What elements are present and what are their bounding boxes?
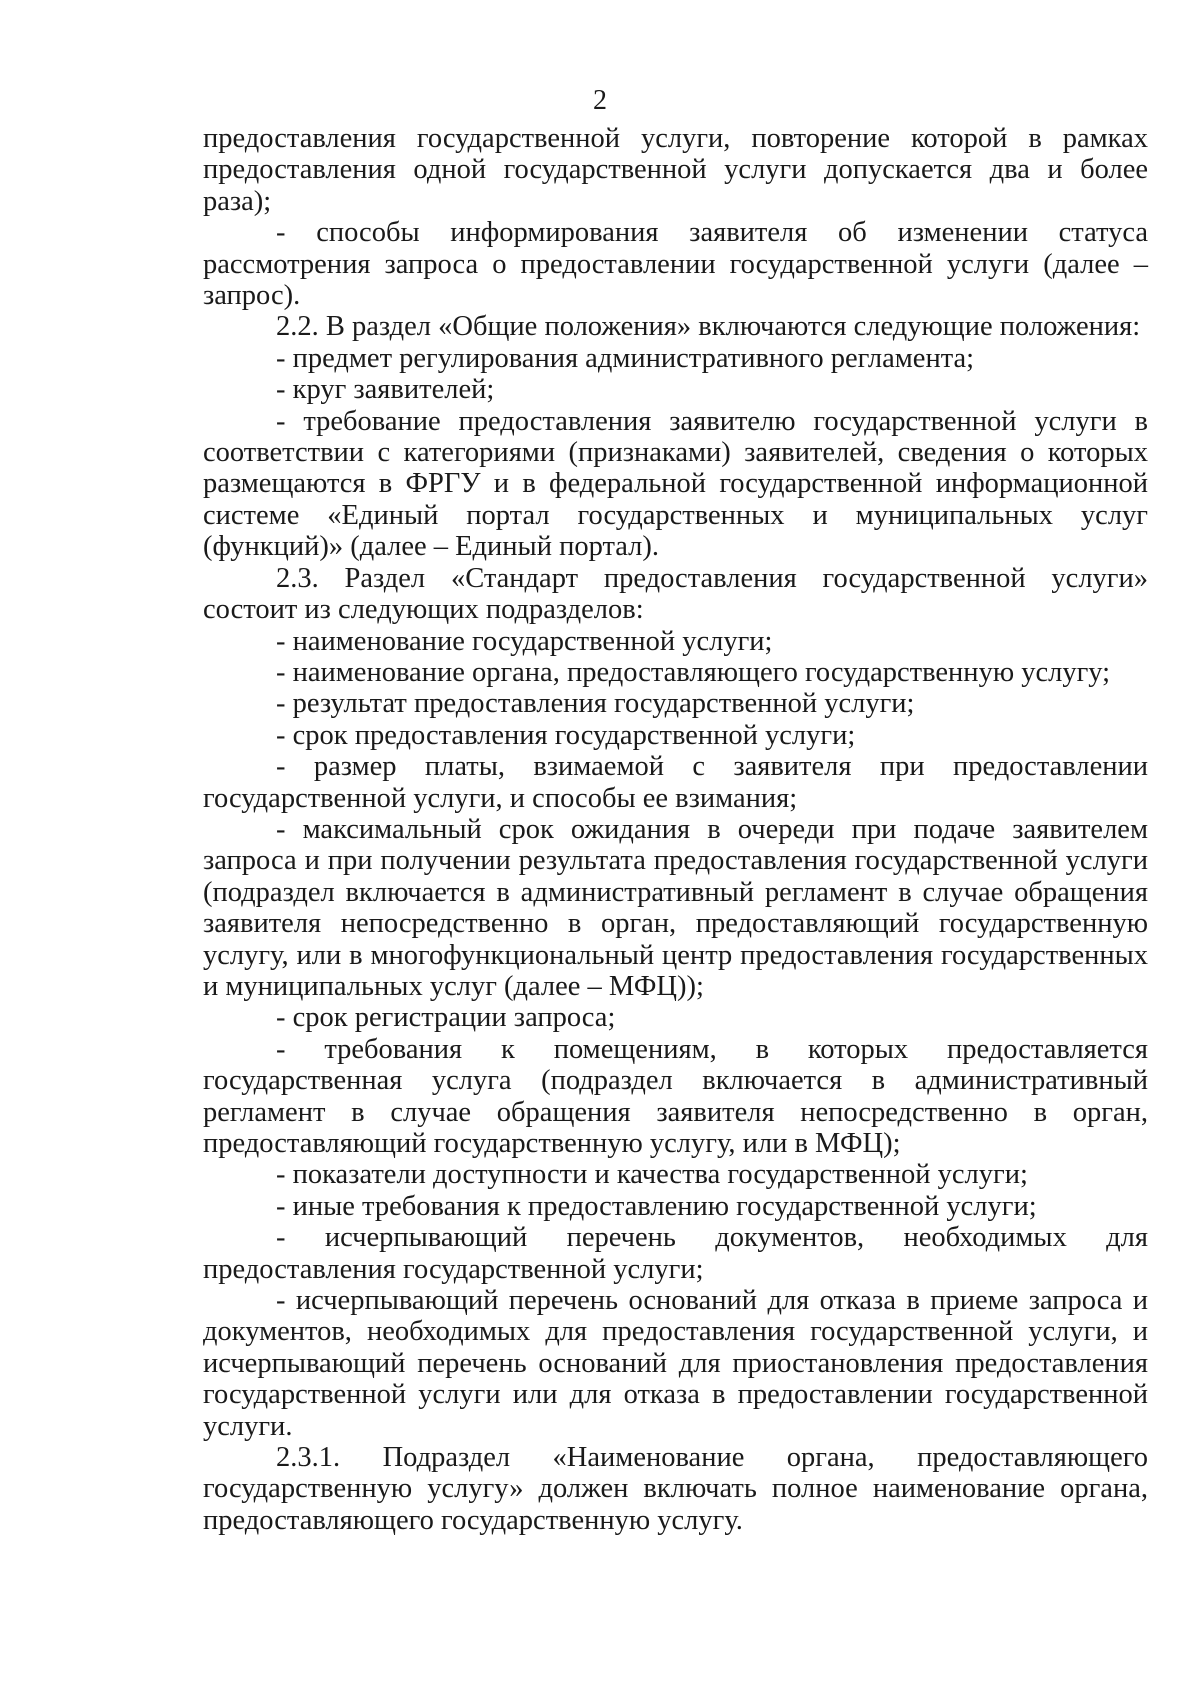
paragraph: предоставления государственной услуги, повторение которой в рамках предоставления одной государственной услуги допускается два и более раза);	[203, 123, 1148, 217]
document-body	[203, 123, 1148, 1536]
paragraph: 2.3.1. Подраздел «Наименование органа, предоставляющего государственную услугу» должен включать полное наименование органа, предоставляющего государственную услугу.	[203, 1442, 1148, 1536]
paragraph: 2.2. В раздел «Общие положения» включаются следующие положения:	[276, 311, 1141, 343]
list-item: - результат предоставления государственной услуги;	[276, 688, 915, 720]
list-item: - размер платы, взимаемой с заявителя при предоставлении государственной услуги, и способы ее взимания;	[203, 751, 1148, 814]
list-item: - требование предоставления заявителю государственной услуги в соответствии с категориями (признаками) заявителей, сведения о которых размещаются в ФРГУ и в федеральной государственной информационной системе «Единый портал государственных и муниципальных услуг (функций)» (далее – Единый портал).	[203, 405, 1148, 563]
list-item: - срок предоставления государственной услуги;	[276, 719, 856, 751]
paragraph: 2.3. Раздел «Стандарт предоставления государственной услуги» состоит из следующих подразделов:	[203, 562, 1148, 626]
list-item: - максимальный срок ожидания в очереди при подаче заявителем запроса и при получении результата предоставления государственной услуги (подраздел включается в административный регламент в случае обращения заявителя непосредственно в орган, предоставляющий государственную услугу, или в многофункциональный центр предоставления государственных и муниципальных услуг (далее – МФЦ));	[203, 813, 1148, 1002]
list-item: - наименование государственной услуги;	[276, 625, 773, 657]
list-item: - предмет регулирования административного регламента;	[276, 342, 975, 374]
list-item: - исчерпывающий перечень документов, необходимых для предоставления государственной услуги;	[203, 1222, 1148, 1285]
page-number: 2	[593, 85, 607, 116]
list-item: - круг заявителей;	[276, 374, 495, 406]
paragraph: - способы информирования заявителя об изменении статуса рассмотрения запроса о предоставлении государственной услуги (далее – запрос).	[203, 217, 1148, 312]
list-item: - срок регистрации запроса;	[276, 1002, 616, 1034]
list-item: - показатели доступности и качества государственной услуги;	[276, 1159, 1028, 1191]
list-item: - наименование органа, предоставляющего государственную услугу;	[276, 656, 1111, 688]
list-item: - требования к помещениям, в которых предоставляется государственная услуга (подраздел включается в административный регламент в случае обращения заявителя непосредственно в орган, предоставляющий государственную услугу, или в МФЦ);	[203, 1033, 1148, 1159]
list-item: - исчерпывающий перечень оснований для отказа в приеме запроса и документов, необходимых для предоставления государственной услуги, и исчерпывающий перечень оснований для приостановления предоставления государственной услуги или для отказа в предоставлении государственной услуги.	[203, 1285, 1148, 1442]
list-item: - иные требования к предоставлению государственной услуги;	[276, 1190, 1037, 1222]
